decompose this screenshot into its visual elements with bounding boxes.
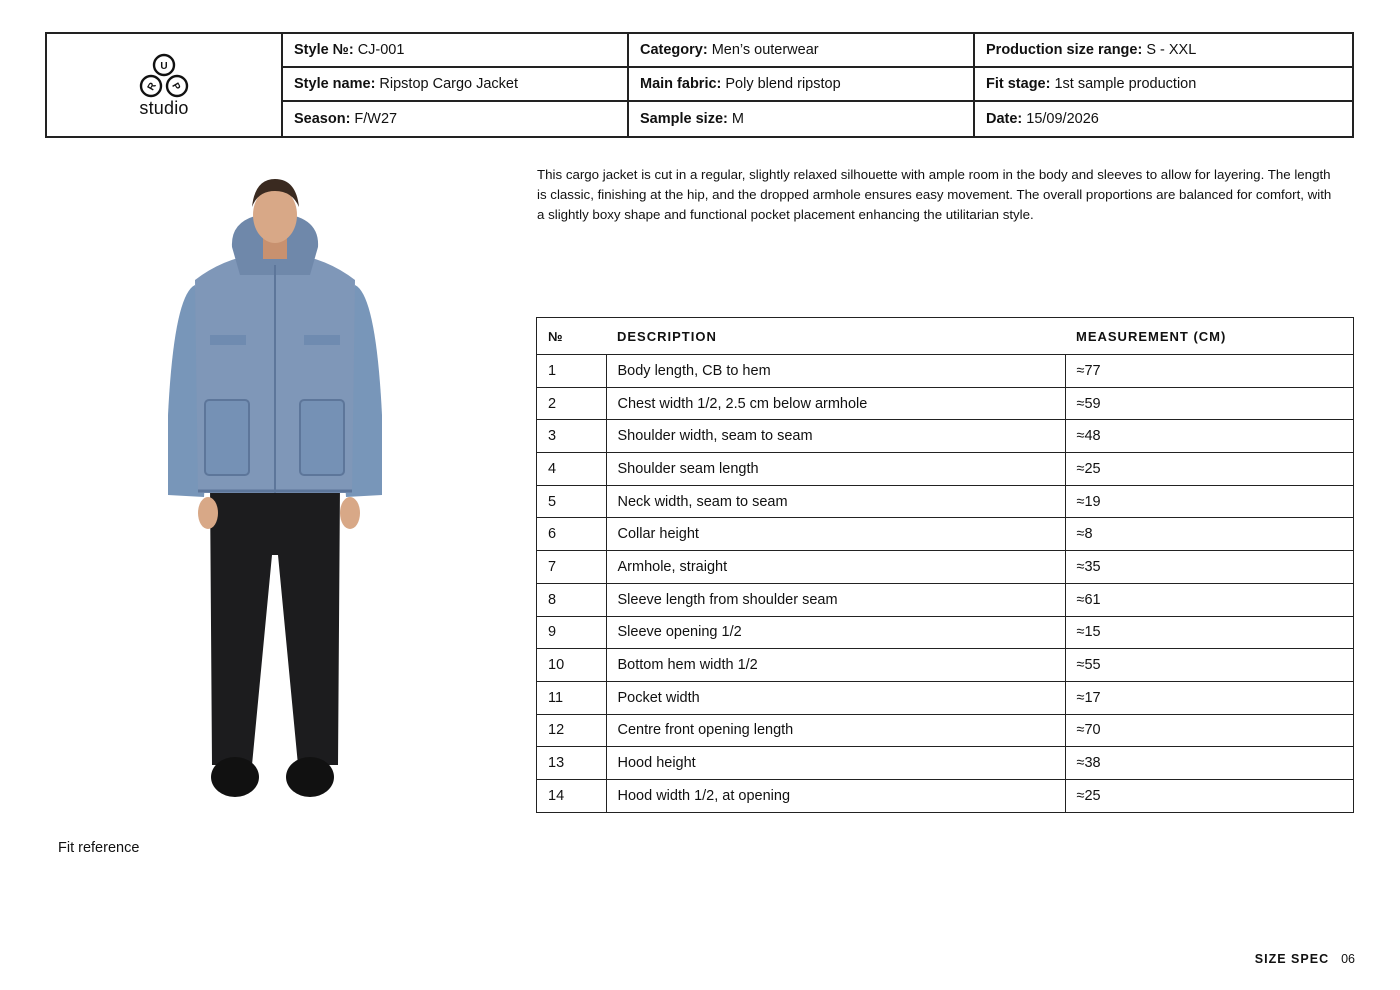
row-description: Neck width, seam to seam [606,485,1065,518]
measurement-table-body [537,355,1354,813]
table-row [537,747,1354,780]
table-row [537,551,1354,584]
table-row [537,714,1354,747]
left-chest-flap [210,335,246,345]
row-measurement: ≈77 [1065,355,1354,388]
meta-fit-stage: Fit stage: 1st sample production [975,68,1352,102]
meta-style-name: Style name: Ripstop Cargo Jacket [283,68,629,102]
meta-sample-size: Sample size: M [629,102,975,136]
left-boot [211,757,259,797]
right-cargo-pocket [300,400,344,475]
row-number: 14 [537,779,607,812]
row-number: 8 [537,583,607,616]
right-hand [340,497,360,529]
row-number: 9 [537,616,607,649]
row-number: 4 [537,453,607,486]
right-chest-flap [304,335,340,345]
table-header-row [537,318,1354,355]
row-number: 5 [537,485,607,518]
row-number: 11 [537,681,607,714]
table-row [537,649,1354,682]
meta-style-number: Style №: CJ-001 [283,34,629,68]
row-description: Bottom hem width 1/2 [606,649,1065,682]
meta-season: Season: F/W27 [283,102,629,136]
measurement-table [536,317,1354,813]
row-description: Armhole, straight [606,551,1065,584]
table-row [537,583,1354,616]
left-hand [198,497,218,529]
page-number: 06 [1341,952,1355,966]
spec-header [45,32,1354,138]
row-measurement: ≈61 [1065,583,1354,616]
table-row [537,453,1354,486]
row-measurement: ≈25 [1065,453,1354,486]
row-measurement: ≈55 [1065,649,1354,682]
meta-size-range: Production size range: S - XXL [975,34,1352,68]
row-number: 12 [537,714,607,747]
row-description: Shoulder width, seam to seam [606,420,1065,453]
meta-main-fabric: Main fabric: Poly blend ripstop [629,68,975,102]
table-row [537,779,1354,812]
row-description: Hood height [606,747,1065,780]
brand-name: studio [139,97,189,118]
table-row [537,485,1354,518]
logo-letter: P [169,80,183,92]
model-illustration [160,175,390,805]
row-number: 2 [537,387,607,420]
fit-reference-caption: Fit reference [58,840,140,856]
row-description: Body length, CB to hem [606,355,1065,388]
row-measurement: ≈25 [1065,779,1354,812]
table-row [537,681,1354,714]
trousers [210,485,340,765]
row-measurement: ≈38 [1065,747,1354,780]
row-measurement: ≈59 [1065,387,1354,420]
section-label: SIZE SPEC [1254,952,1330,966]
brand-logo [47,34,283,136]
fit-description: This cargo jacket is cut in a regular, slightly relaxed silhouette with ample room in the body and sleeves to allow for layering. The length is classic, finishing at the hip, and the dropped armhole ensures easy movement. The overall proportions are balanced for comfort, with a slightly boxy shape and functional pocket placement enhancing the utilitarian style. [537,167,1332,222]
row-measurement: ≈8 [1065,518,1354,551]
spec-meta-grid [283,34,1352,136]
table-row [537,355,1354,388]
row-number: 10 [537,649,607,682]
table-row [537,616,1354,649]
logo-letter: U [160,60,168,72]
row-measurement: ≈19 [1065,485,1354,518]
meta-date: Date: 15/09/2026 [986,111,1099,127]
table-row [537,518,1354,551]
row-measurement: ≈35 [1065,551,1354,584]
row-description: Chest width 1/2, 2.5 cm below armhole [606,387,1065,420]
row-description: Pocket width [606,681,1065,714]
right-boot [286,757,334,797]
row-description: Sleeve opening 1/2 [606,616,1065,649]
row-number: 7 [537,551,607,584]
table-row [537,420,1354,453]
header-description: DESCRIPTION [606,318,1065,355]
brand-logo-icon [137,52,191,102]
row-description: Sleeve length from shoulder seam [606,583,1065,616]
header-number: № [537,318,607,355]
page-footer [1255,952,1355,966]
row-measurement: ≈17 [1065,681,1354,714]
row-measurement: ≈48 [1065,420,1354,453]
row-description: Hood width 1/2, at opening [606,779,1065,812]
table-row [537,387,1354,420]
left-cargo-pocket [205,400,249,475]
row-number: 1 [537,355,607,388]
row-description: Centre front opening length [606,714,1065,747]
row-measurement: ≈70 [1065,714,1354,747]
row-number: 13 [537,747,607,780]
row-number: 6 [537,518,607,551]
fit-reference-image [160,175,390,805]
row-number: 3 [537,420,607,453]
meta-category: Category: Men’s outerwear [629,34,975,68]
row-description: Shoulder seam length [606,453,1065,486]
row-description: Collar height [606,518,1065,551]
header-measurement: MEASUREMENT (CM) [1065,318,1354,355]
row-measurement: ≈15 [1065,616,1354,649]
logo-letter: R [145,80,159,93]
